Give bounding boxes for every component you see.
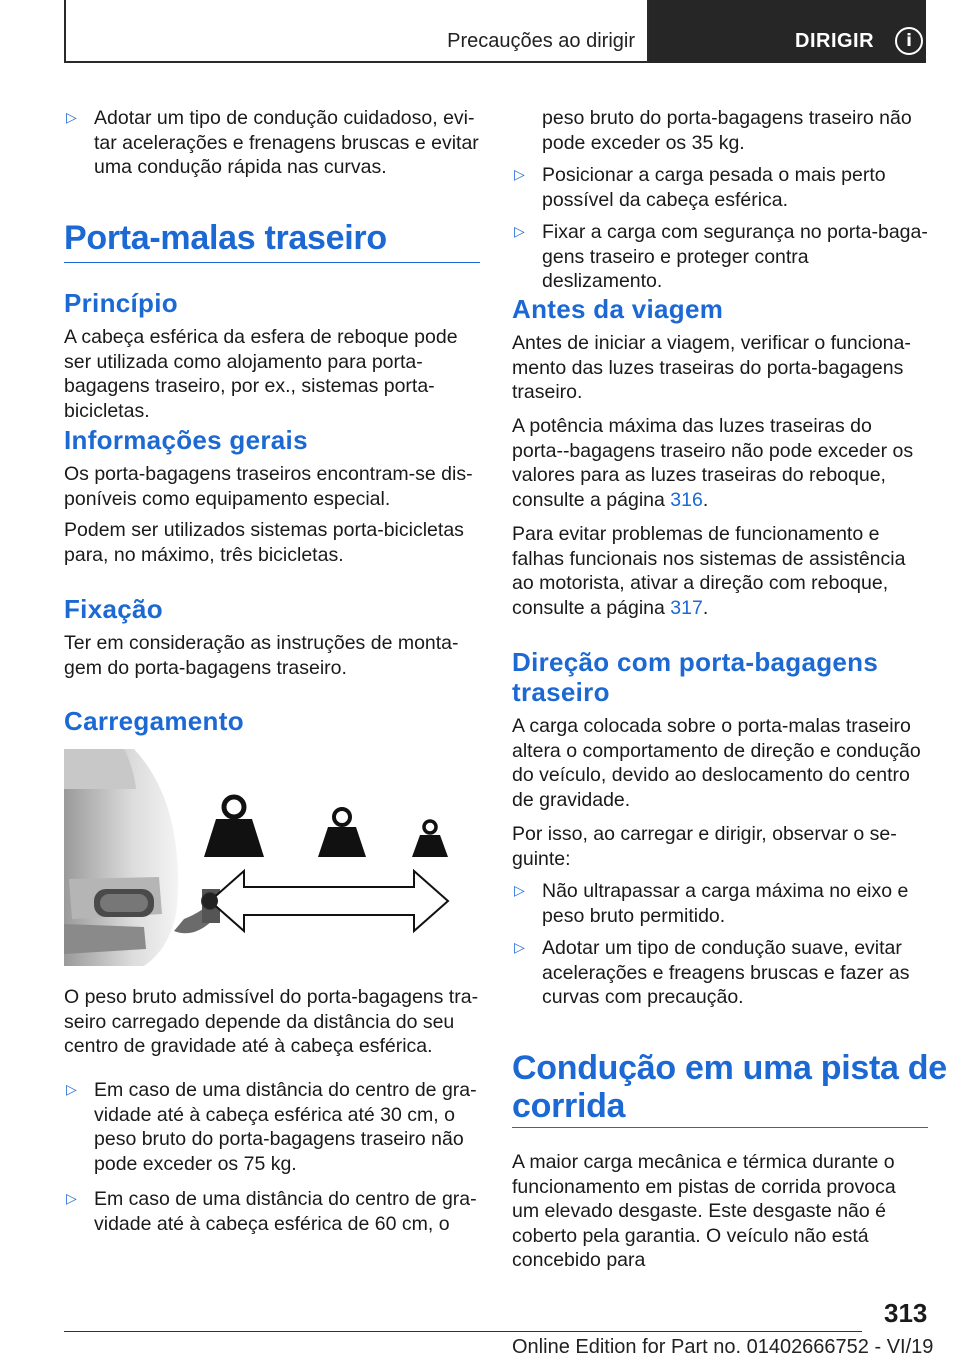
paragraph-fixacao: Ter em consideração as instruções de montagem do porta-bagagens traseiro. (64, 632, 459, 679)
bullet-marker-icon: ▷ (514, 167, 525, 183)
section-title-porta-malas: Porta-malas traseiro (64, 219, 387, 257)
header-section-title: Precauções ao dirigir (447, 30, 635, 52)
page-number: 313 (884, 1298, 928, 1328)
header-chapter-box (649, 0, 926, 63)
paragraph-direcao-1: A carga colocada sobre o porta-malas traseiro altera o comportamento de direção e condução do veículo, devido ao deslocamento do centro de gravidade. (512, 715, 921, 811)
towbar-load-illustration (64, 749, 480, 966)
heading-carregamento: Carregamento (64, 706, 244, 736)
section-title-conducao-line2: corrida (512, 1087, 626, 1125)
footer-divider (64, 1331, 862, 1332)
header-chapter-title: DIRIGIR (795, 30, 875, 52)
heading-antes-da-viagem: Antes da viagem (512, 294, 724, 324)
list-item: ▷ Não ultrapassar a carga máxima no eixo e peso bruto permitido. (514, 880, 909, 927)
paragraph-info-1: Os porta-bagagens traseiros encontram-se disponíveis como equipamento especial. (64, 463, 473, 510)
heading-informacoes-gerais: Informações gerais (64, 425, 308, 455)
paragraph-info-2: Podem ser utilizados sistemas porta-bicicletas para, no máximo, três bicicletas. (64, 519, 464, 566)
bullet-marker-icon: ▷ (66, 1191, 77, 1207)
list-item: ▷ Em caso de uma distância do centro de gravidade até à cabeça esférica de 60 cm, o (66, 1188, 477, 1235)
paragraph-direcao-2: Por isso, ao carregar e dirigir, observar o seguinte: (512, 823, 897, 870)
paragraph-antes-2: A potência máxima das luzes traseiras do porta-‐bagagens traseiro não pode exceder os valores para as luzes traseiras do reboque, consulte a página 316. (512, 415, 914, 511)
heading-direcao-line2: traseiro (512, 677, 610, 707)
page-link-317[interactable]: 317 (670, 596, 703, 619)
bullet-marker-icon: ▷ (514, 940, 525, 956)
paragraph-continued: peso bruto do porta-bagagens traseiro não pode exceder os 35 kg. (542, 107, 912, 154)
bullet-marker-icon: ▷ (66, 1082, 77, 1098)
bullet-marker-icon: ▷ (514, 883, 525, 899)
list-item: ▷ Adotar um tipo de condução cuidadoso, evitar acelerações e frenagens bruscas e evitar uma condução rápida nas curvas. (66, 107, 479, 179)
list-item: ▷ Posicionar a carga pesada o mais perto possível da cabeça esférica. (514, 164, 886, 211)
section-divider (512, 1127, 928, 1128)
section-title-conducao-line1: Condução em uma pista de (512, 1049, 947, 1087)
header-section-box (64, 0, 649, 63)
paragraph-antes-3: Para evitar problemas de funcionamento e falhas funcionais nos sistemas de assistência ao motorista, ativar a direção com reboque, consulte a página 317. (512, 523, 906, 619)
paragraph-principio: A cabeça esférica da esfera de reboque pode ser utilizada como alojamento para porta-bagagens traseiro, por ex., sistemas porta-bicicletas. (64, 326, 458, 422)
paragraph-conducao: A maior carga mecânica e térmica durante o funcionamento em pistas de corrida provoca um elevado desgaste. Este desgaste não é coberto pela garantia. O veículo não está concebido para (512, 1151, 896, 1272)
heading-principio: Princípio (64, 288, 178, 318)
bullet-marker-icon: ▷ (514, 224, 525, 240)
list-item: ▷ Em caso de uma distância do centro de gravidade até à cabeça esférica até 30 cm, o peso bruto do porta-bagagens traseiro não pode exceder os 75 kg. (66, 1079, 477, 1175)
edition-note: Online Edition for Part no. 01402666752 - VI/19 (512, 1336, 934, 1358)
paragraph-carregamento: O peso bruto admissível do porta-bagagens traseiro carregado depende da distância do seu centro de gravidade até à cabeça esférica. (64, 986, 479, 1058)
bullet-marker-icon: ▷ (66, 110, 77, 126)
list-item: ▷ Adotar um tipo de condução suave, evitar acelerações e freagens bruscas e fazer as curvas com precaução. (514, 937, 910, 1009)
heading-fixacao: Fixação (64, 594, 163, 624)
list-item: ▷ Fixar a carga com segurança no porta-bagagens traseiro e proteger contra deslizamento. (514, 221, 928, 293)
section-divider (64, 262, 480, 263)
paragraph-antes-1: Antes de iniciar a viagem, verificar o funcionamento das luzes traseiras do porta-bagagens traseiro. (512, 332, 911, 404)
info-icon[interactable]: i (895, 27, 923, 55)
heading-direcao-line1: Direção com porta-bagagens (512, 647, 879, 677)
page-link-316[interactable]: 316 (670, 488, 703, 511)
